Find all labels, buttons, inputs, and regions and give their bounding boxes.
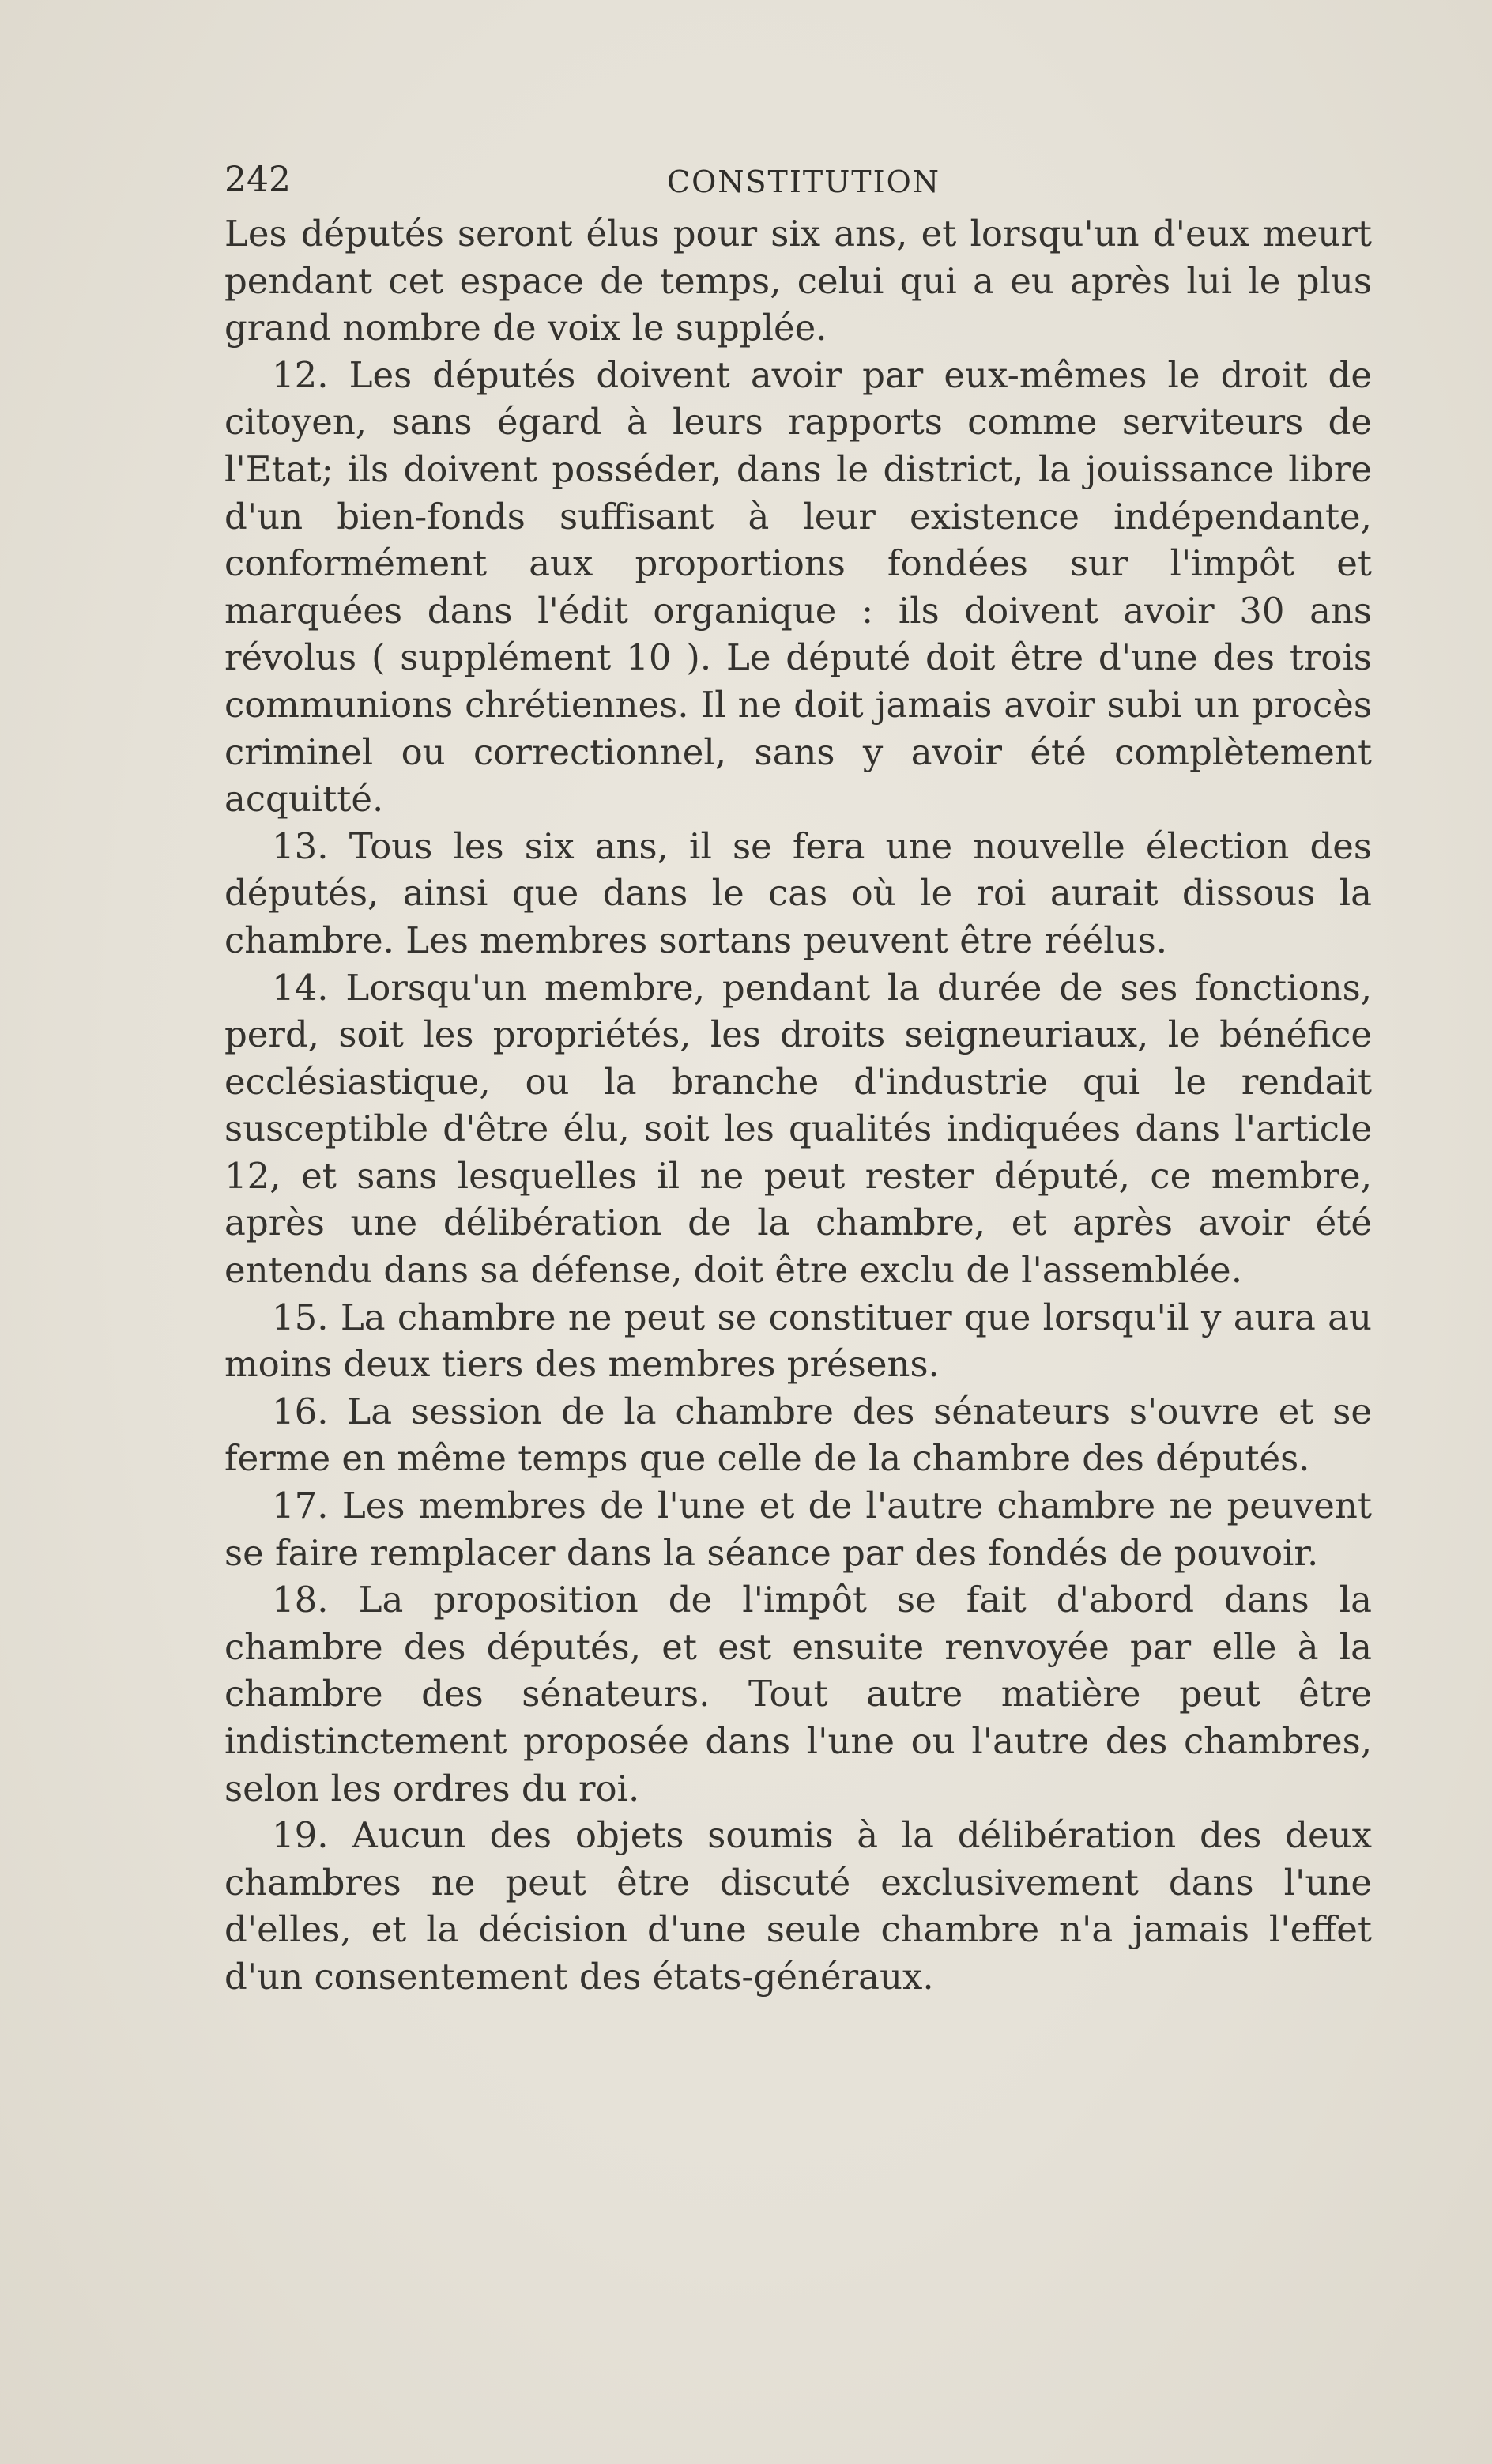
running-head: CONSTITUTION (667, 164, 940, 199)
article-19: 19. Aucun des objets soumis à la délibération des deux chambres ne peut être discuté exclusivement dans l'une d'elles, et la décision d'une seule chambre n'a jamais l'effet d'un consentement des états-généraux. (224, 1814, 1372, 1998)
page-number: 242 (224, 160, 291, 200)
article-14: 14. Lorsqu'un membre, pendant la durée de ses fonctions, perd, soit les propriétés, les droits seigneuriaux, le bénéfice ecclésiastique, ou la branche d'industrie qui le rendait susceptible d'être élu, soit les qualités indiquées dans l'article 12, et sans lesquelles il ne peut rester député, ce membre, après une délibération de la chambre, et après avoir été entendu dans sa défense, doit être exclu de l'assemblée. (224, 966, 1372, 1292)
article-17: 17. Les membres de l'une et de l'autre chambre ne peuvent se faire remplacer dans la séance par des fondés de pouvoir. (224, 1485, 1372, 1574)
page-text (224, 158, 1372, 2001)
page-header (224, 158, 1372, 202)
paragraph-continuation: Les députés seront élus pour six ans, et lorsqu'un d'eux meurt pendant cet espace de temps, celui qui a eu après lui le plus grand nombre de voix le supplée. (224, 213, 1372, 349)
article-18: 18. La proposition de l'impôt se fait d'abord dans la chambre des députés, et est ensuite renvoyée par elle à la chambre des sénateurs. Tout autre matière peut être indistinctement proposée dans l'une ou l'autre des chambres, selon les ordres du roi. (224, 1579, 1372, 1809)
article-15: 15. La chambre ne peut se constituer que lorsqu'il y aura au moins deux tiers des membres présens. (224, 1296, 1372, 1386)
article-16: 16. La session de la chambre des sénateurs s'ouvre et se ferme en même temps que celle de la chambre des députés. (224, 1390, 1372, 1480)
article-13: 13. Tous les six ans, il se fera une nouvelle élection des députés, ainsi que dans le cas où le roi aurait dissous la chambre. Les membres sortans peuvent être réélus. (224, 824, 1372, 961)
article-12: 12. Les députés doivent avoir par eux-mêmes le droit de citoyen, sans égard à leurs rapports comme serviteurs de l'Etat; ils doivent posséder, dans le district, la jouissance libre d'un bien-fonds suffisant à leur existence indépendante, conformément aux proportions fondées sur l'impôt et marquées dans l'édit organique : ils doivent avoir 30 ans révolus ( supplément 10 ). Le député doit être d'une des trois communions chrétiennes. Il ne doit jamais avoir subi un procès criminel ou correctionnel, sans y avoir été complètement acquitté. (224, 353, 1372, 821)
